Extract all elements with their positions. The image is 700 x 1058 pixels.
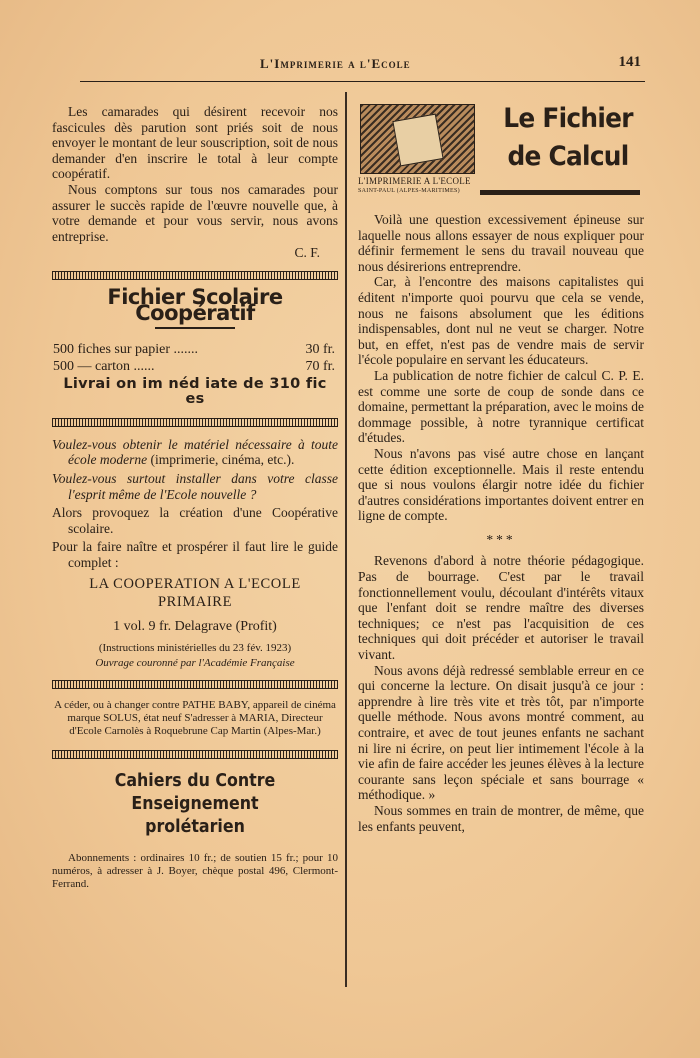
title-rule [480,190,640,195]
pathe-ad: A céder, ou à changer contre PATHE BABY, appareil de cinéma marque SOLUS, état neuf S'adresser à MARIA, Directeur d'Ecole Carnolès à Roquebrune Cap Martin (Alpes-Mar.) [54,699,336,738]
instructions-line: (Instructions ministérielles du 23 fév. 1923) [98,642,292,655]
ad-question [52,471,338,502]
hatched-rule [52,750,338,759]
running-title: L'Imprimerie a l'Ecole [260,56,411,71]
article-paragraph: Voilà une question excessivement épineuse sur laquelle nous allons essayer de nous expliquer pour définir fermement le sens du travail nouveau que nous désirerions entreprendre. [358,212,644,274]
fichier-title: Fichier Scolaire Coopératif [107,284,283,325]
left-column [52,104,338,891]
article-paragraph: Nous sommes en train de montrer, de même, que les enfants peuvent, [358,802,644,834]
right-column [358,104,644,834]
price-row [52,341,338,358]
cahiers-title-line: Cahiers du Contre Enseignement [114,770,276,815]
section-stars: *** [486,531,516,547]
logo-caption [358,176,478,196]
cahiers-title [69,769,321,838]
ad-question-text: Voulez-vous obtenir le matériel nécessaire à toute école moderne [52,436,338,468]
price-label: 500 — carton ...... [53,358,155,374]
article-paragraph: Car, à l'encontre des maisons capitalistes qui éditent n'importe quoi pourvu que cela se vende, nous ne faisons absolument que les éditions indispensables, dont nul ne veut se charger. Notre but, en effet, n'est pas de vendre mais de servir l'école populaire en servant les éducateurs. [358,274,644,368]
abonnements: Abonnements : ordinaires 10 fr.; de soutien 15 fr.; pour 10 numéros, à adresser à J. Boyer, chèque postal 496, Clermont-Ferrand. [52,852,338,891]
press-logo-icon [360,104,475,174]
signature: C. F. [294,245,320,261]
ad-question-text: Voulez-vous surtout installer dans votre classe l'esprit même de l'Ecole nouvelle ? [52,471,338,502]
article-paragraph: La publication de notre fichier de calcul C. P. E. est comme une sorte de coup de sonde dans ce domaine, permettant la préparation, avec le moins de dommage possible, à notre tyrannique certificat d'études. [358,367,645,446]
alors-text: Alors provoquez la création d'une Coopérative scolaire. [52,505,338,536]
column-divider [345,92,347,987]
article-paragraph: Nous avons déjà redressé semblable erreur en ce qui concerne la lecture. On disait jusqu'à ce jour : apprendre à lire très vite et très tôt, par n'importe quelle méthode. Nous avons montré comment, au contraire, et avec de tout jeunes enfants ne sachant ni lire ni écrire, on peut lier intimement l'école à la vie afin de faire accéder les jeunes élèves à la lecture courante sans leçon spéciale et sans bourrage « méthodique. » [358,662,644,803]
logo-caption-sub: SAINT-PAUL (ALPES-MARITIMES) [358,188,460,194]
coop-title: LA COOPERATION A L'ECOLE [89,575,301,592]
ad-question-tail: (imprimerie, cinéma, etc.). [147,452,295,468]
pour-text: Pour la faire naître et prospérer il faut lire le guide complet : [52,539,338,570]
article-title [494,100,641,176]
livraison-line: Livrai on im néd iate de 310 fic es [63,375,327,408]
article-paragraph: Nous n'avons pas visé autre chose en lançant cette édition exceptionnelle. Mais il reste entendu que si nous voulons élargir notre idée du fichier d'autres considérations importantes doivent entrer en ligne de compte. [358,445,644,524]
academie-line: Ouvrage couronné par l'Académie Française [95,657,295,670]
page-number: 141 [618,54,641,70]
hatched-rule [52,271,338,280]
article-title-line: de Calcul [507,141,629,172]
cahiers-title-line: prolétarien [145,816,245,838]
article-paragraph: Revenons d'abord à notre théorie pédagogique. Pas de bourrage. C'est par le travail fonctionnellement voulu, découlant d'intérêts vitaux que l'enfant doit se rendre maître des diverses techniques; ce n'est pas l'acquisition de ces techniques qui doit précéder et autoriser le travail vivant. [358,553,644,663]
coop-title: PRIMAIRE [157,593,233,610]
ad-question [52,437,338,468]
hatched-rule [52,680,338,689]
article-title-line: Le Fichier [503,103,633,134]
article-heading [358,104,644,204]
intro-paragraph: Nous comptons sur tous nos camarades pour assurer le succès rapide de l'œuvre nouvelle que, à votre demande et pour vous servir, nous avons entreprise. [52,181,338,244]
price-label: 500 fiches sur papier ....... [53,341,199,357]
intro-paragraph: Les camarades qui désirent recevoir nos fascicules dès parution sont priés soit de nous envoyer le montant de leur souscription, soit de nous demander d'en inscrire le total à leur compte coopératif. [52,104,338,182]
price-value: 30 fr. [305,341,335,357]
page-header [80,52,645,82]
hatched-rule [52,418,338,427]
title-underline [155,327,235,329]
coop-volume: 1 vol. 9 fr. Delagrave (Profit) [113,618,277,634]
price-row [52,358,338,375]
logo-caption-text: L'IMPRIMERIE A L'ECOLE [358,176,471,186]
price-value: 70 fr. [305,358,335,374]
